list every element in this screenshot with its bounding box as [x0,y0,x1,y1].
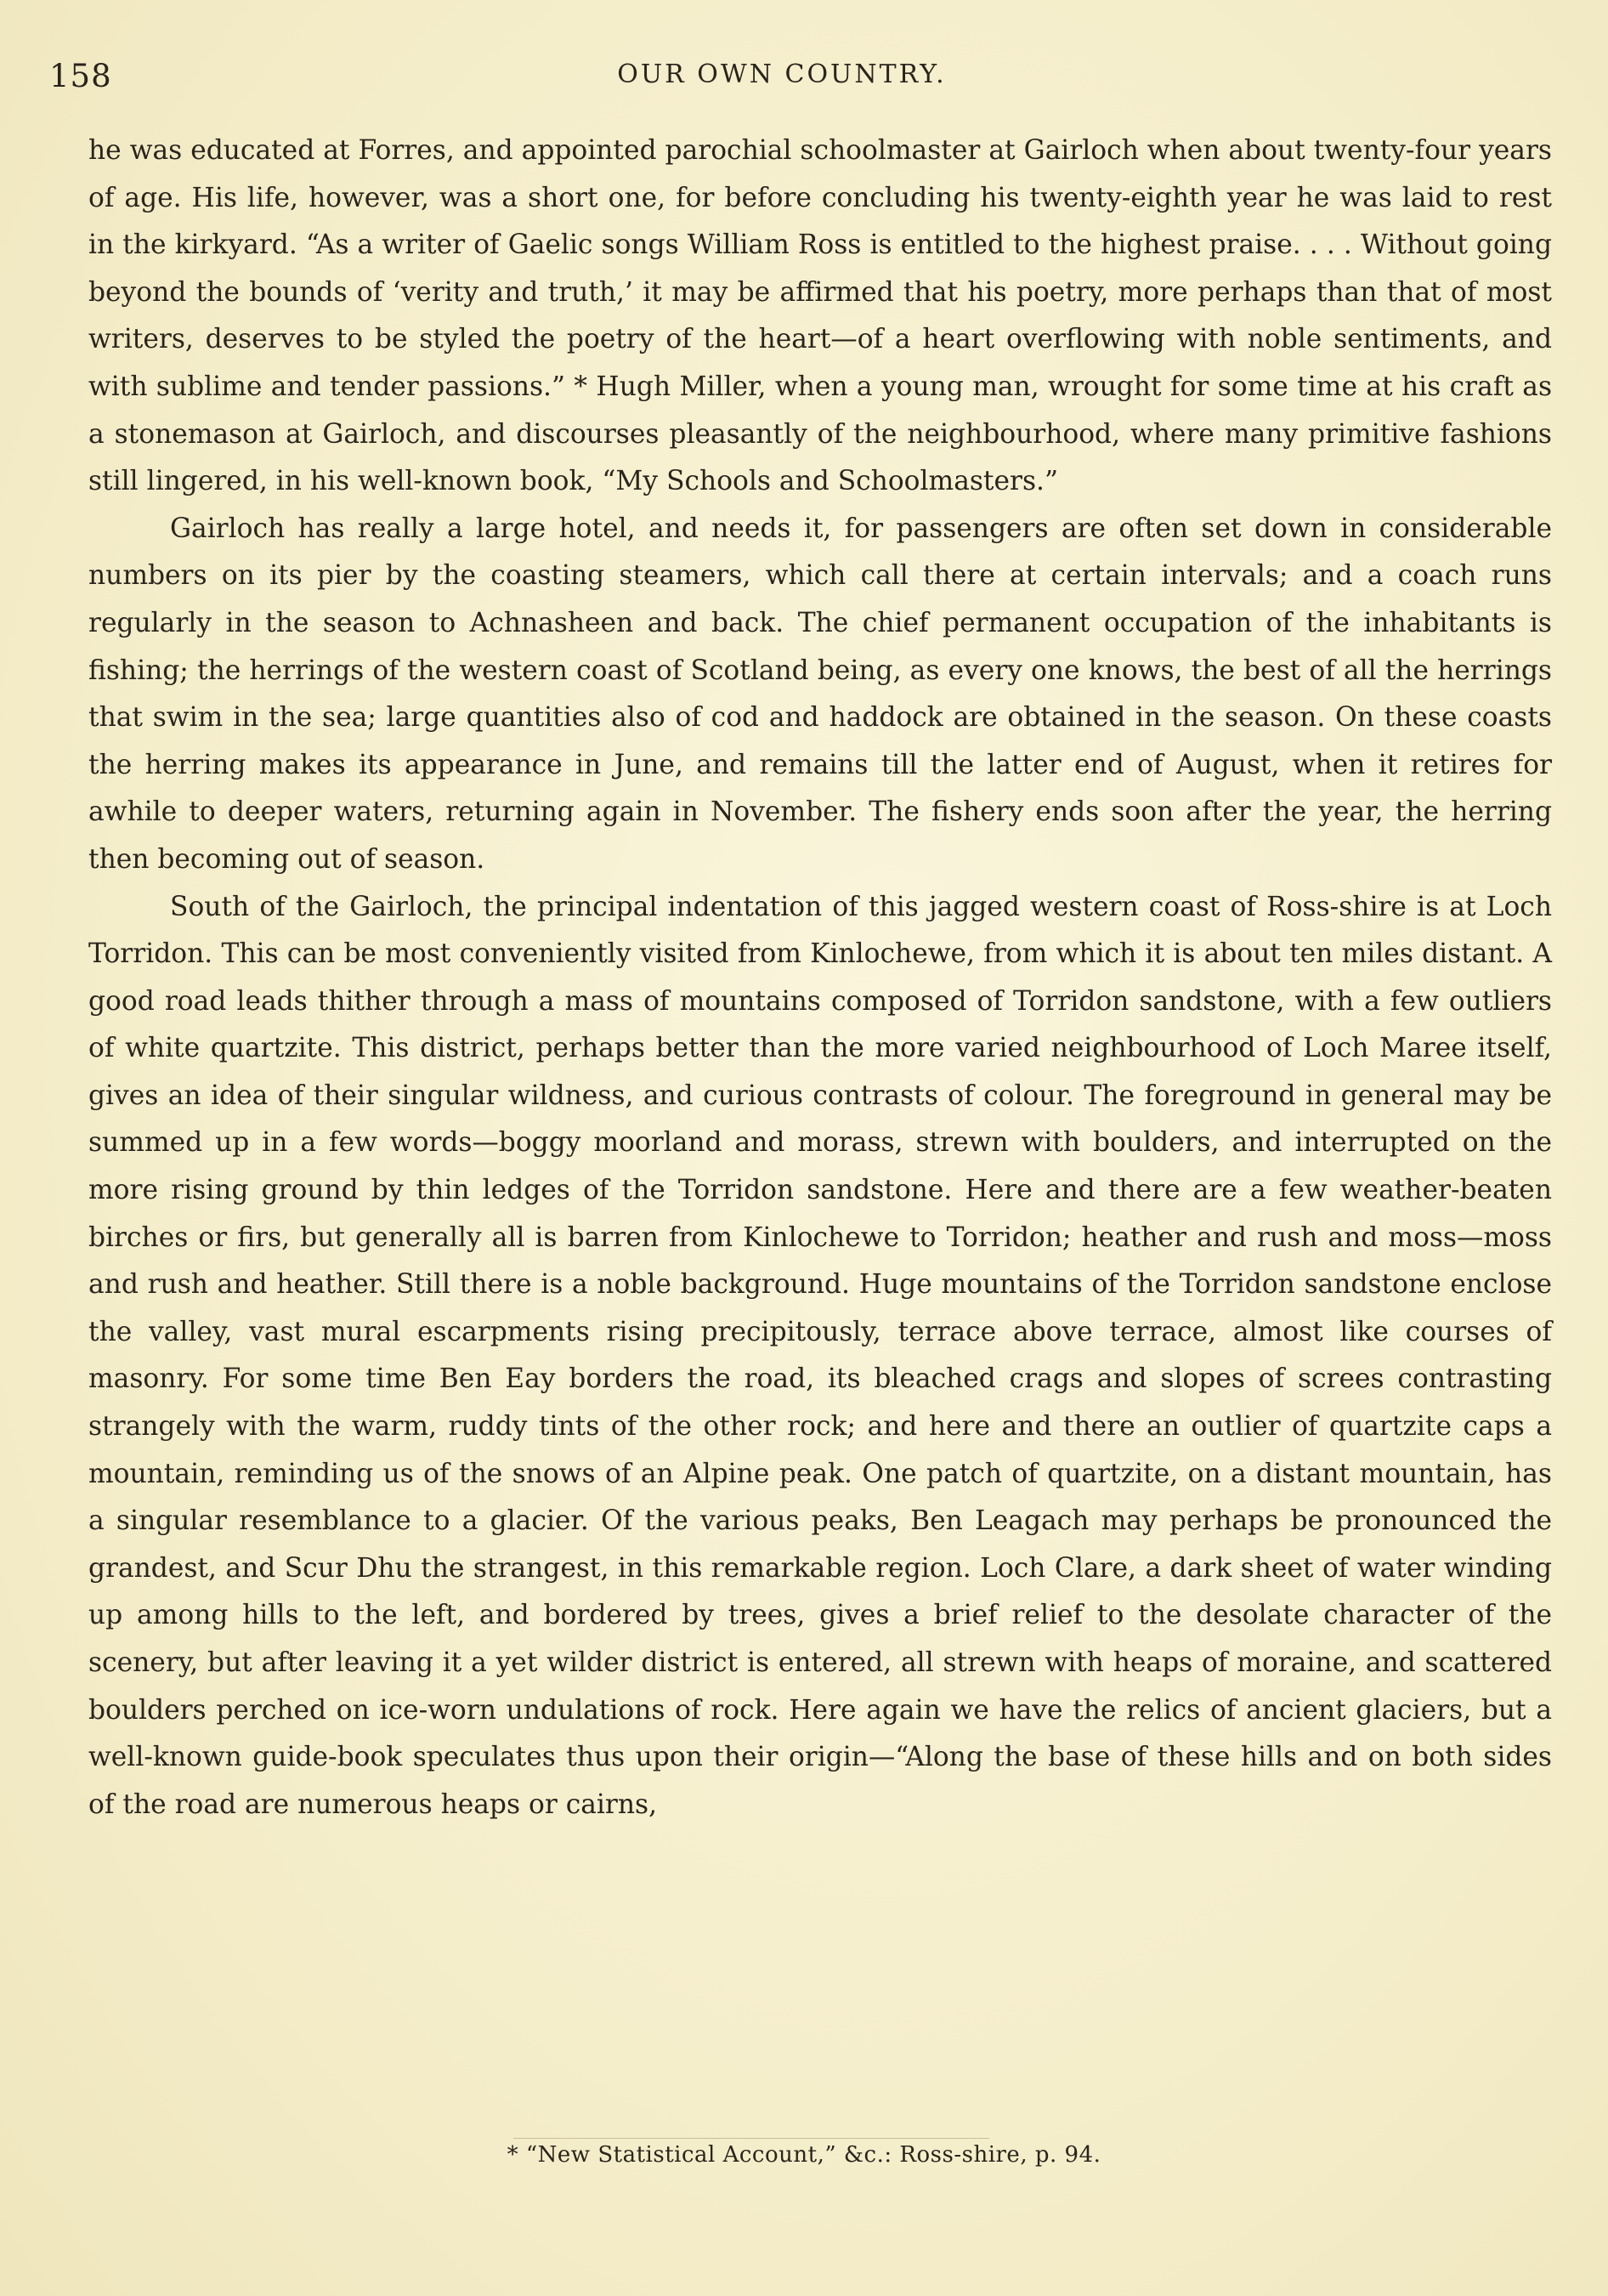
paragraph-loch-torridon: South of the Gairloch, the principal indentation of this jagged western coast of Ross-shire is at Loch Torridon. This can be most conveniently visited from Kinlochewe, from which it is about ten miles distant. A good road leads thither through a mass of mountains composed of Torridon sandstone, with a few outliers of white quartzite. This district, perhaps better than the more varied neighbourhood of Loch Maree itself, gives an idea of their singular wildness, and curious contrasts of colour. The foreground in general may be summed up in a few words—boggy moorland and morass, strewn with boulders, and interrupted on the more rising ground by thin ledges of the Torridon sandstone. Here and there are a few weather-beaten birches or firs, but generally all is barren from Kinlochewe to Torridon; heather and rush and moss—moss and rush and heather. Still there is a noble background. Huge mountains of the Torridon sandstone enclose the valley, vast mural escarpments rising precipitously, terrace above terrace, almost like courses of masonry. For some time Ben Eay borders the road, its bleached crags and slopes of screes contrasting strangely with the warm, ruddy tints of the other rock; and here and there an outlier of quartzite caps a mountain, reminding us of the snows of an Alpine peak. One patch of quartzite, on a distant mountain, has a singular resemblance to a glacier. Of the various peaks, Ben Leagach may perhaps be pronounced the grandest, and Scur Dhu the strangest, in this remarkable region. Loch Clare, a dark sheet of water winding up among hills to the left, and bordered by trees, gives a brief relief to the desolate character of the scenery, but after leaving it a yet wilder district is entered, all strewn with heaps of moraine, and scattered boulders perched on ice-worn undulations of rock. Here again we have the relics of ancient glaciers, but a well-known guide-book speculates thus upon their origin—“Along the base of these hills and on both sides of the road are numerous heaps or cairns, [88,891,1552,1820]
paragraph-continued: he was educated at Forres, and appointed parochial schoolmaster at Gairloch when about twenty-four years of age. His life, however, was a short one, for before concluding his twenty-eighth year he was laid to rest in the kirkyard. “As a writer of Gaelic songs William Ross is entitled to the highest praise. . . . Without going beyond the bounds of ‘verity and truth,’ it may be affirmed that his poetry, more perhaps than that of most writers, deserves to be styled the poetry of the heart—of a heart overflowing with noble sentiments, and with sublime and tender passions.” * Hugh Miller, when a young man, wrought for some time at his craft as a stonemason at Gairloch, and discourses pleasantly of the neighbourhood, where many primitive fashions still lingered, in his well-known book, “My Schools and Schoolmasters.” [88,135,1552,497]
page-header [49,49,1515,100]
footnote: * “New Statistical Account,” &c.: Ross-shire, p. 94. [507,2142,1101,2168]
body-text [88,128,1552,1828]
paragraph-gairloch-hotel: Gairloch has really a large hotel, and needs it, for passengers are often set down in considerable numbers on its pier by the coasting steamers, which call there at certain intervals; and a coach runs regularly in the season to Achnasheen and back. The chief permanent occupation of the inhabitants is fishing; the herrings of the western coast of Scotland being, as every one knows, the best of all the herrings that swim in the sea; large quantities also of cod and haddock are obtained in the season. On these coasts the herring makes its appearance in June, and remains till the latter end of August, when it retires for awhile to deeper waters, returning again in November. The fishery ends soon after the year, the herring then becoming out of season. [88,513,1552,875]
page-number: 158 [49,58,112,94]
footnote-divider [513,2138,989,2139]
running-title: OUR OWN COUNTRY. [617,60,947,89]
